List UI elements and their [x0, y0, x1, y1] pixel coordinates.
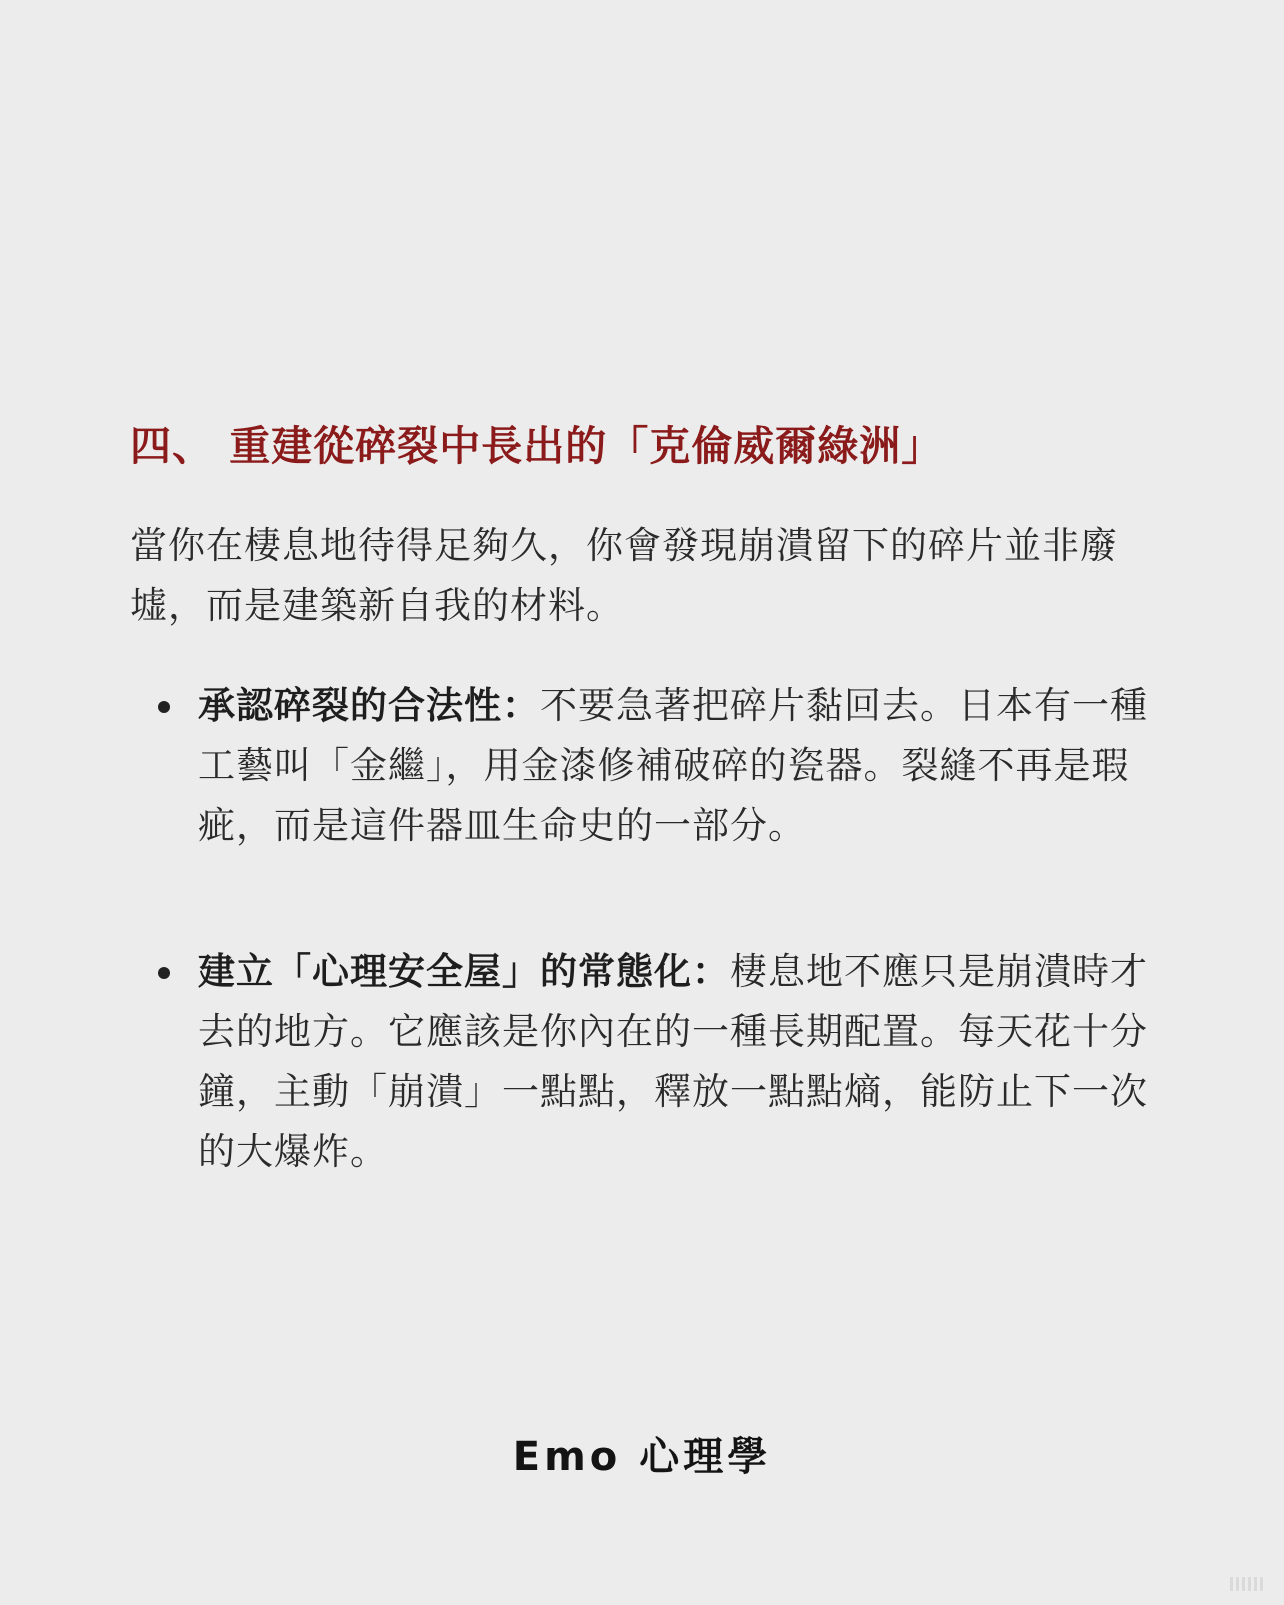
section-heading: 四、 重建從碎裂中長出的「克倫威爾綠洲」: [130, 422, 944, 470]
bullet-dot-icon: [158, 967, 170, 979]
bullet-term: 承認碎裂的合法性：: [198, 684, 540, 727]
intro-paragraph: 當你在棲息地待得足夠久，你會發現崩潰留下的碎片並非廢墟，而是建築新自我的材料。: [130, 524, 1118, 627]
bullet-term: 建立「心理安全屋」的常態化：: [198, 950, 730, 993]
bullet-text: 不要急著把碎片黏回去。日本有一種工藝叫「金繼」，用金漆修補破碎的瓷器。裂縫不再是瑕疵，而是這件器皿生命史的一部分。: [198, 684, 1148, 847]
bullet-list: [130, 676, 1160, 1182]
watermark-icon: [1230, 1577, 1266, 1591]
bullet-dot-icon: [158, 701, 170, 713]
bullet-text: 棲息地不應只是崩潰時才去的地方。它應該是你內在的一種長期配置。每天花十分鐘，主動「崩潰」一點點，釋放一點點熵，能防止下一次的大爆炸。: [198, 950, 1148, 1173]
article-content: [130, 418, 1160, 1182]
footer-brand: Emo 心理學: [512, 1434, 772, 1480]
list-item: [130, 676, 1160, 856]
list-item: [130, 942, 1160, 1182]
